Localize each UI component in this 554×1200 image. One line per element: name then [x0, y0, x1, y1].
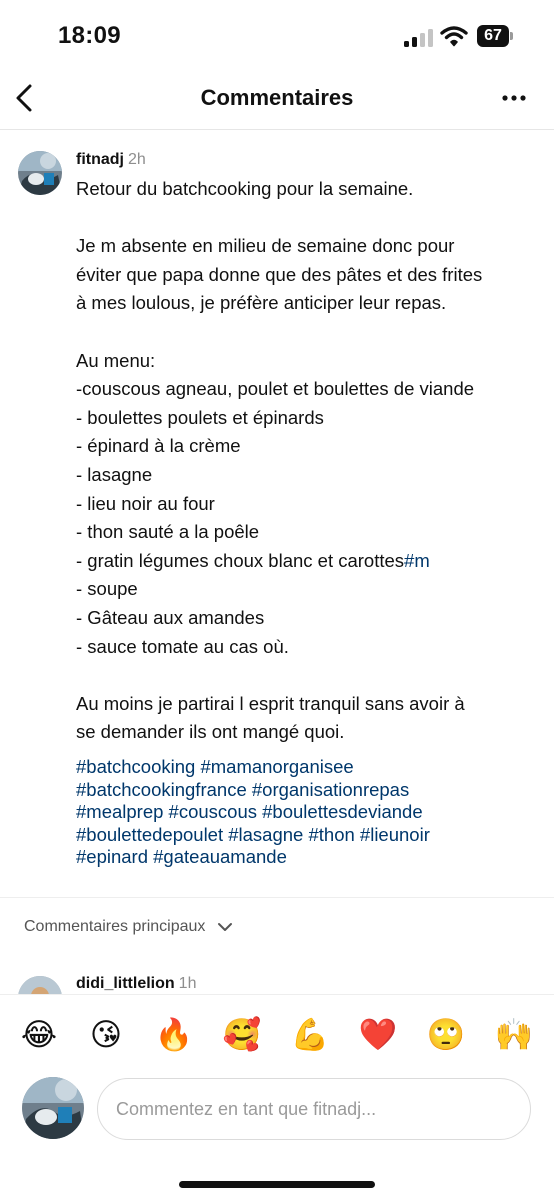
caption-closing-line: Au moins je partirai l esprit tranquil sans avoir à [76, 692, 465, 714]
username[interactable]: didi_littlelion [76, 975, 175, 992]
emoji-kiss-button[interactable]: 😘 [89, 1017, 123, 1053]
emoji-raised-hands-button[interactable]: 🙌 [494, 1017, 534, 1053]
emoji-eye-roll-button[interactable]: 🙄 [426, 1017, 466, 1053]
avatar[interactable] [18, 976, 62, 994]
wifi-icon [440, 25, 468, 47]
menu-item: - Gâteau aux amandes [76, 606, 265, 628]
author-line [76, 151, 146, 169]
ellipsis-icon [494, 80, 534, 116]
emoji-fire-button[interactable]: 🔥 [154, 1017, 194, 1053]
sort-label: Commentaires principaux [24, 918, 206, 935]
menu-title: Au menu: [76, 349, 156, 371]
hashtag-line[interactable]: #mealprep #couscous #boulettesdeviande [76, 801, 423, 823]
menu-item [76, 547, 544, 576]
caption-paragraph-line: Je m absente en milieu de semaine donc pour [76, 235, 455, 257]
more-options-button[interactable] [494, 80, 534, 116]
page-title: Commentaires [200, 85, 354, 110]
hashtag-block [76, 756, 546, 869]
emoji-flexed-biceps-button[interactable]: 💪 [290, 1017, 330, 1053]
emoji-laughing-button[interactable]: 😂 [20, 1017, 58, 1053]
menu-item: -couscous agneau, poulet et boulettes de viande [76, 378, 475, 400]
menu-item: - sauce tomate au cas où. [76, 635, 289, 657]
menu-item: - thon sauté a la poêle [76, 521, 260, 543]
hashtag-line[interactable]: #boulettedepoulet #lasagne #thon #lieunoir [76, 823, 430, 845]
emoji-red-heart-button[interactable]: ❤️ [358, 1017, 398, 1053]
signal-icon [404, 29, 434, 47]
chevron-down-icon [217, 922, 233, 932]
inline-hashtag-link[interactable]: #m [404, 549, 430, 571]
post-caption [0, 131, 554, 897]
menu-item-text: - gratin légumes choux blanc et carottes [76, 549, 405, 571]
comment-sort-selector[interactable] [24, 915, 233, 939]
emoji-reaction-bar [0, 994, 554, 1074]
status-time: 18:09 [58, 22, 121, 49]
caption-closing-line: se demander ils ont mangé quoi. [76, 721, 345, 743]
avatar[interactable] [18, 151, 62, 195]
comment-item [0, 966, 554, 994]
emoji-smiling-hearts-button[interactable]: 🥰 [222, 1017, 262, 1053]
timestamp: 2h [128, 151, 146, 168]
divider [0, 897, 554, 898]
caption-text [76, 175, 544, 747]
menu-item: - soupe [76, 578, 138, 600]
menu-item: - boulettes poulets et épinards [76, 406, 324, 428]
menu-item: - épinard à la crème [76, 435, 241, 457]
username[interactable]: fitnadj [76, 151, 124, 168]
comment-input[interactable] [97, 1078, 531, 1140]
current-user-avatar [22, 1077, 84, 1139]
hashtag-line[interactable]: #batchcookingfrance #organisationrepas [76, 778, 410, 800]
caption-paragraph-line: à mes loulous, je préfère anticiper leur repas. [76, 292, 447, 314]
battery-icon [477, 25, 513, 47]
comment-author-line [76, 975, 196, 993]
hashtag-line[interactable]: #batchcooking #mamanorganisee [76, 756, 354, 777]
status-bar [0, 0, 554, 70]
menu-item: - lasagne [76, 463, 153, 485]
timestamp: 1h [178, 975, 197, 992]
home-indicator [179, 1181, 375, 1188]
caption-paragraph-line: éviter que papa donne que des pâtes et des frites [76, 263, 483, 285]
menu-item: - lieu noir au four [76, 492, 215, 514]
header [0, 70, 554, 130]
caption-intro: Retour du batchcooking pour la semaine. [76, 178, 414, 199]
battery-level: 67 [477, 25, 509, 47]
hashtag-line[interactable]: #epinard #gateauamande [76, 846, 287, 868]
